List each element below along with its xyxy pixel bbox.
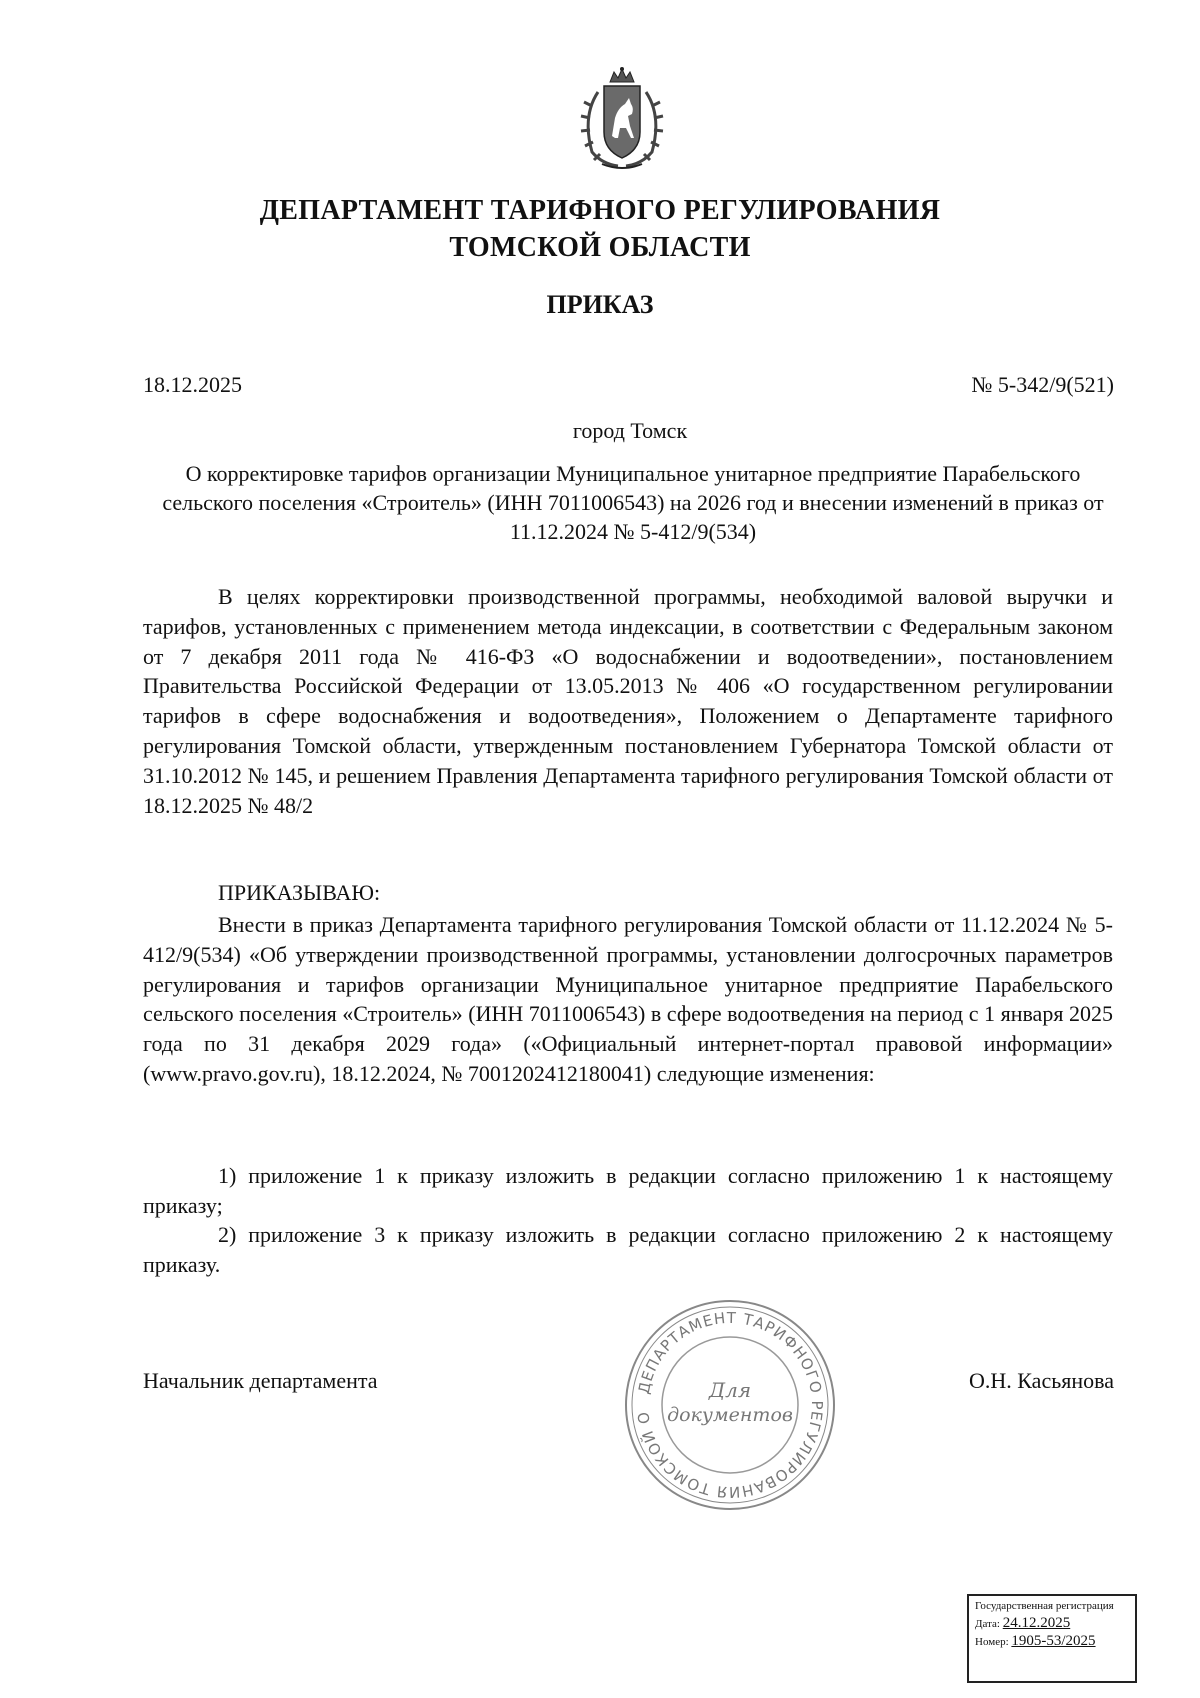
coat-of-arms-emblem [562,66,682,174]
signatory-name: О.Н. Касьянова [969,1368,1114,1393]
registration-box [967,1594,1137,1683]
order-subject: О корректировке тарифов организации Муниципальное унитарное предприятие Парабельского сельского поселения «Строитель» (ИНН 7011006543) на 2026 год и внесении изменений в приказ от 11.12.2024 № 5-412/9(534) [162,461,1104,544]
registration-number-value: 1905-53/2025 [1011,1633,1096,1649]
order-number: № 5-342/9(521) [971,372,1114,397]
signatory-position: Начальник департамента [143,1368,378,1393]
order-title: ПРИКАЗ [546,290,654,319]
city: город Томск [572,418,688,443]
department-name-line2: ТОМСКОЙ ОБЛАСТИ [449,232,751,263]
registration-number-row [975,1634,1129,1649]
list-item: 2) приложение 3 к приказу изложить в редакции согласно приложению 2 к настоящему приказу. [143,1222,1113,1277]
preamble-paragraph: В целях корректировки производственной программы, необходимой валовой выручки и тарифов, установленных с применением метода индексации, в соответствии с Федеральным законом от 7 декабря 2011 года № 416-ФЗ «О водоснабжении и водоотведении», постановлением Правительства Российской Федерации от 13.05.2013 № 406 «О государственном регулировании тарифов в сфере водоснабжения и водоотведения», Положением о Департаменте тарифного регулирования Томской области, утвержденным постановлением Губернатора Томской области от 31.10.2012 № 145, и решением Правления Департамента тарифного регулирования Томской области от 18.12.2025 № 48/2 [143,584,1113,818]
order-date: 18.12.2025 [143,372,242,397]
registration-title: Государственная регистрация [975,1600,1114,1612]
registration-date-row [975,1616,1129,1631]
orders-word: ПРИКАЗЫВАЮ: [218,880,381,905]
svg-text:Для: Для [708,1378,752,1402]
department-name-line1: ДЕПАРТАМЕНТ ТАРИФНОГО РЕГУЛИРОВАНИЯ [259,195,941,226]
list-item: 1) приложение 1 к приказу изложить в редакции согласно приложению 1 к настоящему приказу; [143,1163,1113,1218]
official-stamp [622,1297,838,1513]
registration-number-label: Номер: [975,1636,1009,1648]
svg-text:документов: документов [667,1404,793,1426]
intro-paragraph: Внести в приказ Департамента тарифного регулирования Томской области от 11.12.2024 № 5-412/9(534) «Об утверждении производственной программы, установлении долгосрочных параметров регулирования и тарифов организации Муниципальное унитарное предприятие Парабельского сельского поселения «Строитель» (ИНН 7011006543) в сфере водоотведения на период с 1 января 2025 года по 31 декабря 2029 года» («Официальный интернет-портал правовой информации» (www.pravo.gov.ru), 18.12.2024, № 7001202412180041) следующие изменения: [143,912,1113,1086]
registration-date-label: Дата: [975,1618,1000,1630]
department-name [0,192,1200,266]
registration-date-value: 24.12.2025 [1002,1615,1071,1631]
svg-text:ДЕПАРТАМЕНТ ТАРИФНОГО РЕГУЛИРО: ДЕПАРТАМЕНТ ТАРИФНОГО РЕГУЛИРОВАНИЯ ТОМСКОЙ О [634,1308,827,1502]
